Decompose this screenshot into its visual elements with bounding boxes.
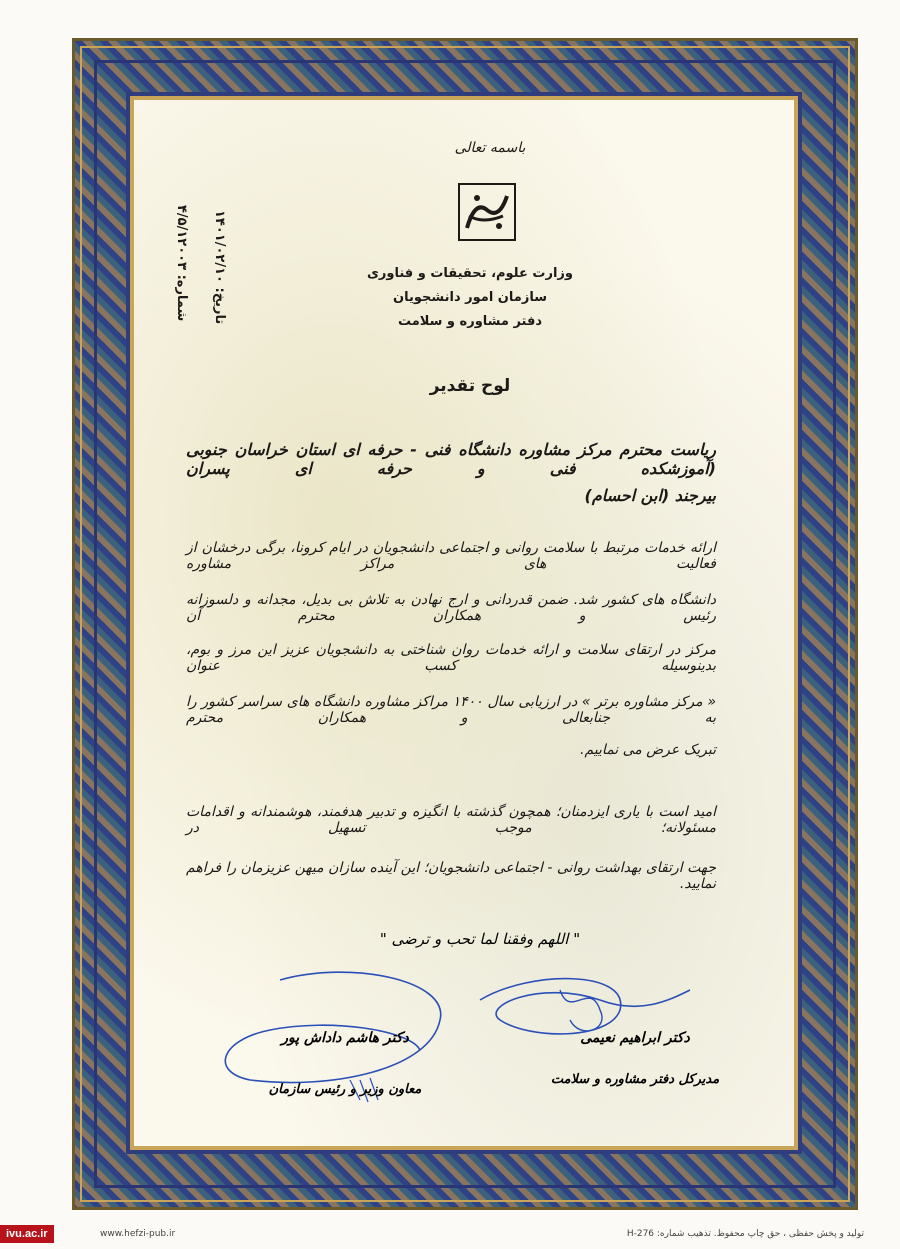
publisher-website: www.hefzi-pub.ir [100, 1229, 176, 1239]
publisher-note: تولید و پخش حفظی ، حق چاپ محفوظ. تذهیب شماره: H-276 [626, 1229, 864, 1239]
right-signatory-title: مدیرکل دفتر مشاوره و سلامت [550, 1072, 720, 1087]
body-line-3: مرکز در ارتقای سلامت و ارائه خدمات روان شناختی به دانشجویان عزیز این مرز و بوم، بدینوسیله کسب عنوان [186, 642, 716, 674]
student-affairs-logo [455, 180, 519, 244]
body-line-6: امید است با یاری ایزدمنان؛ همچون گذشته با انگیزه و تدبیر هدفمند، هوشمندانه و اقدامات مسئولانه؛ موجب تسهیل در [186, 804, 716, 836]
body-line-2: دانشگاه های کشور شد. ضمن قدردانی و ارج نهادن به تلاش بی بدیل، مجدانه و دلسوزانه رئیس و همکاران محترم آن [186, 592, 716, 624]
recipient-line-1: ریاست محترم مرکز مشاوره دانشگاه فنی - حرفه ای استان خراسان جنوبی (آموزشکده فنی و حرفه ای پسران [186, 440, 716, 478]
right-signature-drawing [470, 960, 710, 1070]
office-name: دفتر مشاوره و سلامت [397, 314, 543, 329]
watermark-text: ivu.ac.ir [6, 1228, 48, 1240]
watermark-badge [0, 1225, 54, 1243]
letter-date: تاریخ: ۱۴۰۱/۰۲/۱۰ [212, 210, 227, 325]
body-line-7: جهت ارتقای بهداشت روانی - اجتماعی دانشجویان؛ این آینده سازان میهن عزیزمان را فراهم نمایید. [186, 860, 716, 892]
body-line-4: « مرکز مشاوره برتر » در ارزیابی سال ۱۴۰۰ مراکز مشاوره دانشگاه های سراسر کشور را به جنابعالی و همکاران محترم [186, 694, 716, 726]
bismillah-heading: باسمه تعالی [454, 140, 526, 156]
body-line-5: تبریک عرض می نماییم. [580, 742, 716, 758]
organization-name: سازمان امور دانشجویان [393, 290, 547, 305]
body-line-1: ارائه خدمات مرتبط با سلامت روانی و اجتماعی دانشجویان در ایام کرونا، برگی درخشان از فعالیت های مراکز مشاوره [186, 540, 716, 572]
certificate-title: لوح تقدیر [429, 376, 511, 396]
closing-prayer: " اللهم وفقنا لما تحب و ترضی " [379, 930, 581, 948]
right-signatory-name: دکتر ابراهیم نعیمی [580, 1030, 690, 1046]
letter-number: شماره: ۴/۵/۱۲۰۰۳ [174, 205, 189, 322]
ministry-name: وزارت علوم، تحقیقات و فناوری [367, 266, 573, 281]
left-signatory-name: دکتر هاشم داداش پور [281, 1030, 409, 1046]
left-signatory-title: معاون وزیر و رئیس سازمان [268, 1082, 422, 1097]
recipient-line-2: بیرجند (ابن احسام) [584, 486, 716, 505]
